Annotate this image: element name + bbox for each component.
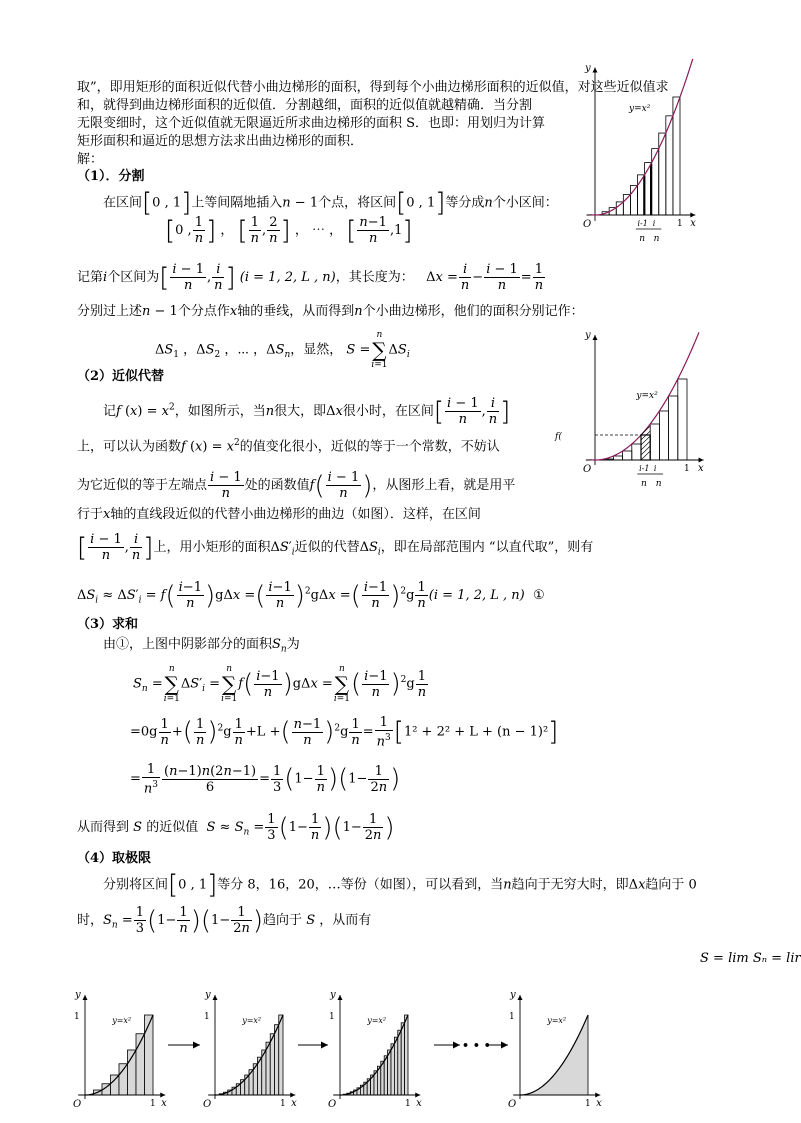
y-one-label: 1 xyxy=(509,1012,515,1022)
origin-label: O xyxy=(73,1099,82,1110)
n-label: n xyxy=(639,234,645,244)
figure-riemann-1 xyxy=(575,63,710,250)
text-line: 取”，即用矩形的面积近似代替小曲边梯形的面积，得到每个小曲边梯形面积的近似值，对这些近似值求 xyxy=(77,80,669,95)
intervals: [0 , $\frac{1}{n}$ ] ， [ $\frac{1}{n}$ , $\frac{2}{n}$ ] ， ⋯ ， [ $\frac{n-1}{n}$ ,1] xyxy=(165,215,413,246)
bar-rect xyxy=(391,1044,394,1095)
x-axis-label: x xyxy=(161,1098,167,1109)
bar-rect xyxy=(650,424,659,460)
step1-text: 在区间[0 , 1]上等间隔地插入n − 1个点，将区间[0 , 1]等分成n个小区间： xyxy=(103,188,558,218)
x-axis-label: x xyxy=(698,463,704,474)
y-arrow xyxy=(593,335,598,340)
one-label: 1 xyxy=(684,464,690,474)
bar-rect xyxy=(613,456,622,460)
text-line: 矩形面积和逼近的思想方法求出曲边梯形的面积． xyxy=(77,134,364,149)
arrow-head xyxy=(193,1042,200,1049)
i-label: i xyxy=(652,219,656,228)
one-label: 1 xyxy=(150,1099,156,1109)
y-axis-label: y xyxy=(75,989,81,1001)
hatch-line xyxy=(641,451,650,460)
y-axis-label: y xyxy=(330,989,336,1001)
bar-rect xyxy=(632,444,641,460)
parabola-curve xyxy=(591,59,693,215)
area-fill xyxy=(520,1015,588,1095)
hatch-line xyxy=(641,446,650,455)
arrow-head xyxy=(501,1042,508,1049)
bar-rect xyxy=(669,396,678,460)
x-axis-label: x xyxy=(690,218,696,229)
bar-rect xyxy=(275,1025,279,1095)
bar-rect xyxy=(145,1015,154,1095)
x-axis-label: x xyxy=(291,1098,297,1109)
bar-rect xyxy=(659,411,668,460)
x-arrow xyxy=(595,1093,600,1098)
bar-rect xyxy=(384,1056,387,1095)
arrow-head xyxy=(453,1042,460,1049)
x-arrow xyxy=(690,213,695,218)
sum-formula-2: =0g $\frac{1}{n}$ +( $\frac{1}{n}$ )$^2$g $\frac{1}{n}$ +L +( $\frac{n-1}{n}$ )$^2$g $\frac{1}{n}$ = $\frac{1}{n^3}$ [1² + 2² + L + (n − 1)²] xyxy=(130,715,559,750)
figure-riemann-2 xyxy=(555,330,710,500)
curve-label: y=x² xyxy=(636,391,658,401)
text-line: 无限变细时，这个近似值就无限逼近所求曲边梯形的面积 S．也即：用划归为计算 xyxy=(77,116,546,131)
y-axis-label: y xyxy=(205,989,211,1001)
curve-label: y=x² xyxy=(242,1016,262,1025)
step2-line3: 为它近似的等于左端点 $\frac{i - 1}{n}$ 处的函数值f( $\frac{i - 1}{n}$ )，从图形上看，就是用平 xyxy=(77,470,516,501)
bar-rect xyxy=(405,1015,408,1095)
origin-label: O xyxy=(328,1099,337,1110)
step2-line2: 上，可以认为函数f $(x) = x^2$的值变化很小，近似的等于一个常数，不妨认 xyxy=(77,438,500,455)
i-label: i xyxy=(653,464,657,473)
origin-label: O xyxy=(583,464,592,475)
bar-rect xyxy=(266,1042,270,1095)
x-arrow xyxy=(699,458,704,463)
ellipsis-dots: • • • xyxy=(462,1039,491,1052)
x-arrow xyxy=(415,1093,420,1098)
sum-formula-1: $S_n =n$ ∑ $i=1\Delta S'_i =n$ ∑ i=1f( $\frac{i-1}{n}$ )gΔx =n ∑ i=1( $\frac{i-1}{n}$ )$^2$g $\frac{1}{n}$ xyxy=(133,664,427,704)
record-line: 记第i个区间为[ $\frac{i - 1}{n}$ , $\frac{i}{n}$ ] (i = 1, 2, L , n)，其长度为： Δx = $\frac{i}{n}$ − $\frac{i - 1}{n}$ = $\frac{1}{n}$ xyxy=(77,262,544,293)
bar-rect xyxy=(398,1030,401,1095)
solve-label: 解： xyxy=(77,152,104,167)
origin-label: O xyxy=(583,219,592,230)
step3-heading: （3）求和 xyxy=(77,617,139,632)
y-one-label: 1 xyxy=(74,1012,80,1022)
hatch-line xyxy=(641,436,650,445)
origin-label: O xyxy=(508,1099,517,1110)
step3-line1: 由①，上图中阴影部分的面积$S_n$为 xyxy=(103,637,300,655)
bar-rect xyxy=(279,1015,283,1095)
bar-rect xyxy=(678,379,687,460)
x-axis-label: x xyxy=(416,1098,422,1109)
bar-rect xyxy=(270,1034,274,1095)
figure-sequence xyxy=(0,975,794,1123)
y-arrow xyxy=(518,995,523,1000)
bar-rect xyxy=(401,1023,404,1095)
step2-line4: 行于x轴的直线段近似的代替小曲边梯形的曲边（如图）．这样，在区间 xyxy=(77,507,481,522)
i-minus-1-label: i-1 xyxy=(639,464,650,473)
step2-heading: （2）近似代替 xyxy=(77,369,165,384)
x-axis-label: x xyxy=(596,1098,602,1109)
n-label: n xyxy=(641,479,647,489)
one-label: 1 xyxy=(280,1099,286,1109)
hatch-line xyxy=(641,426,650,435)
arrow-head xyxy=(321,1042,328,1049)
origin-label: O xyxy=(203,1099,212,1110)
hatch-line xyxy=(641,441,650,450)
y-one-label: 1 xyxy=(329,1012,335,1022)
n-label: n xyxy=(655,479,662,489)
y-arrow xyxy=(338,995,343,1000)
curve-label: y=x² xyxy=(547,1016,567,1025)
y-arrow xyxy=(593,68,598,73)
bar-rect xyxy=(652,149,659,215)
perp-line: 分别过上述n − 1个分点作x轴的垂线，从而得到n个小曲边梯形，他们的面积分别记作： xyxy=(77,304,584,319)
y-arrow xyxy=(83,995,88,1000)
approx-formula: $\Delta S_i \approx \Delta S'_i = f$( $\frac{i-1}{n}$ )gΔx =( $\frac{i-1}{n}$ )$^2$gΔx =( $\frac{i-1}{n}$ )$^2$g $\frac{1}{n}$ (i = 1, 2, L , n) ① xyxy=(77,580,545,611)
step4-line1: 分别将区间[0 , 1]等分 8，16，20，…等份（如图），可以看到，当n趋向于无穷大时，即Δx趋向于 0 xyxy=(103,870,697,900)
y-axis-label: y xyxy=(510,989,516,1001)
curve-label: y=x² xyxy=(367,1016,387,1025)
x-arrow xyxy=(160,1093,165,1098)
step4-line2: 时，$S_n$ = $\frac{1}{3}$ (1− $\frac{1}{n}$ )(1− $\frac{1}{2n}$ )趋向于 S ，从而有 xyxy=(77,905,372,936)
text-line: 和，就得到曲边梯形面积的近似值．分割越细，面积的近似值就越精确．当分割 xyxy=(77,98,533,113)
curve-label: y=x² xyxy=(112,1016,132,1025)
f-label: f( xyxy=(555,432,562,442)
y-one-label: 1 xyxy=(204,1012,210,1022)
i-minus-1-label: i-1 xyxy=(637,219,648,228)
limit-formula: S = lim Sₙ = lir xyxy=(700,951,801,966)
one-label: 1 xyxy=(677,219,683,229)
x-arrow xyxy=(290,1093,295,1098)
y-axis-label: y xyxy=(585,330,591,341)
bar-rect xyxy=(616,202,623,215)
areas-line: $\Delta S_1$ ，$\Delta S_2$ ，⋯ ，$\Delta S_n$，显然， S =n ∑ $i=1\Delta S_i$ xyxy=(155,330,410,370)
step1-heading: （1）．分割 xyxy=(77,169,145,184)
y-axis-label: y xyxy=(585,63,591,75)
bar-rect xyxy=(394,1037,397,1095)
sum-formula-3: = $\frac{1}{n^3}$ $\frac{(n-1)n(2n-1)}{6}$ = $\frac{1}{3}$ (1− $\frac{1}{n}$ )(1− $\frac{1}{2n}$ ) xyxy=(130,762,401,797)
bar-rect xyxy=(119,1064,128,1095)
one-label: 1 xyxy=(405,1099,411,1109)
y-arrow xyxy=(213,995,218,1000)
bar-rect xyxy=(623,451,632,460)
one-label: 1 xyxy=(585,1099,591,1109)
bar-rect xyxy=(111,1075,120,1095)
bar-rect xyxy=(388,1050,391,1095)
n-label: n xyxy=(653,234,660,244)
approx-line: 从而得到 S 的近似值 $S \approx S_n$ = $\frac{1}{3}$ (1− $\frac{1}{n}$ )(1− $\frac{1}{2n}$ ) xyxy=(77,812,395,843)
step2-line1: 记f $(x) = x^2$，如图所示，当n很大，即Δx很小时，在区间[ $\frac{i - 1}{n}$ , $\frac{i}{n}$ ] xyxy=(103,396,511,427)
curve-label: y=x² xyxy=(629,104,651,115)
step4-heading: （4）取极限 xyxy=(77,851,152,866)
step2-line5: [ $\frac{i - 1}{n}$ , $\frac{i}{n}$ ]上，用小矩形的面积$\Delta S'_i$近似的代替$\Delta S_i$，即在局部范围内 “以直代取”，则有 xyxy=(77,532,594,563)
